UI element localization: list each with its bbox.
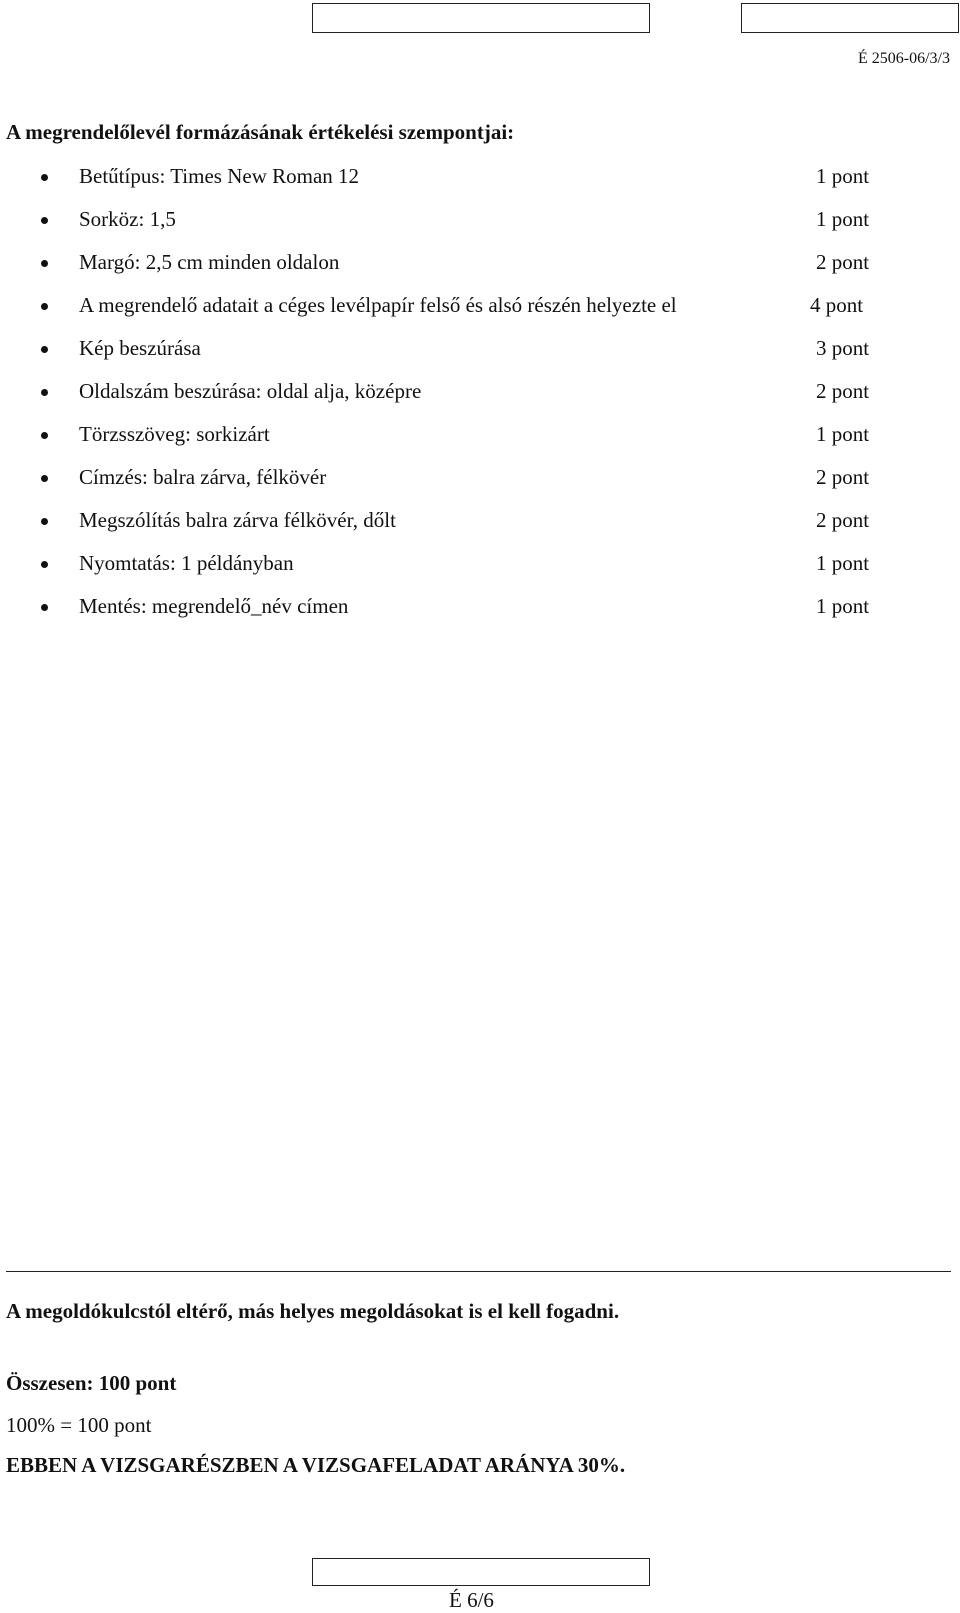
section-heading: A megrendelőlevél formázásának értékelési szempontjai: (6, 120, 515, 144)
criteria-item (0, 198, 960, 241)
bullet-icon (41, 389, 48, 396)
code-box-top-right (741, 3, 959, 33)
total-score: Összesen: 100 pont (6, 1371, 177, 1395)
alternative-solutions-note: A megoldókulcstól eltérő, más helyes megoldásokat is el kell fogadni. (6, 1299, 620, 1323)
criteria-label: Kép beszúrása (79, 336, 201, 360)
criteria-points: 2 pont (816, 250, 870, 274)
bullet-icon (41, 303, 48, 310)
criteria-item (0, 585, 960, 628)
bullet-icon (41, 174, 48, 181)
criteria-label: Nyomtatás: 1 példányban (79, 551, 294, 575)
divider (6, 1271, 951, 1272)
criteria-label: Címzés: balra zárva, félkövér (79, 465, 327, 489)
bullet-icon (41, 561, 48, 568)
criteria-item (0, 284, 960, 327)
criteria-points: 1 pont (816, 164, 870, 188)
criteria-points: 2 pont (816, 379, 870, 403)
bullet-icon (41, 604, 48, 611)
bullet-icon (41, 260, 48, 267)
criteria-item (0, 499, 960, 542)
criteria-label: Törzsszöveg: sorkizárt (79, 422, 270, 446)
bullet-icon (41, 518, 48, 525)
criteria-item (0, 155, 960, 198)
bullet-icon (41, 217, 48, 224)
criteria-item (0, 542, 960, 585)
criteria-points: 2 pont (816, 508, 870, 532)
criteria-points: 3 pont (816, 336, 870, 360)
criteria-points: 2 pont (816, 465, 870, 489)
criteria-points: 1 pont (816, 594, 870, 618)
criteria-points: 1 pont (816, 551, 870, 575)
criteria-points: 1 pont (816, 422, 870, 446)
criteria-label: Sorköz: 1,5 (79, 207, 176, 231)
criteria-item (0, 327, 960, 370)
bullet-icon (41, 432, 48, 439)
criteria-label: A megrendelő adatait a céges levélpapír felső és alsó részén helyezte el (79, 293, 677, 317)
code-box-bottom (312, 1558, 650, 1586)
bullet-icon (41, 475, 48, 482)
criteria-label: Margó: 2,5 cm minden oldalon (79, 250, 340, 274)
criteria-item (0, 413, 960, 456)
criteria-label: Betűtípus: Times New Roman 12 (79, 164, 360, 188)
criteria-points: 4 pont (810, 293, 864, 317)
criteria-item (0, 370, 960, 413)
page-number: É 6/6 (449, 1588, 494, 1612)
document-code: É 2506-06/3/3 (858, 50, 950, 67)
exam-ratio: EBBEN A VIZSGARÉSZBEN A VIZSGAFELADAT ARÁNYA 30%. (6, 1453, 626, 1477)
criteria-label: Oldalszám beszúrása: oldal alja, középre (79, 379, 422, 403)
criteria-points: 1 pont (816, 207, 870, 231)
code-box-top-left (312, 3, 650, 33)
criteria-item (0, 456, 960, 499)
score-equation: 100% = 100 pont (6, 1413, 152, 1437)
criteria-label: Mentés: megrendelő_név címen (79, 594, 349, 618)
bullet-icon (41, 346, 48, 353)
criteria-list (0, 155, 960, 628)
criteria-label: Megszólítás balra zárva félkövér, dőlt (79, 508, 396, 532)
criteria-item (0, 241, 960, 284)
